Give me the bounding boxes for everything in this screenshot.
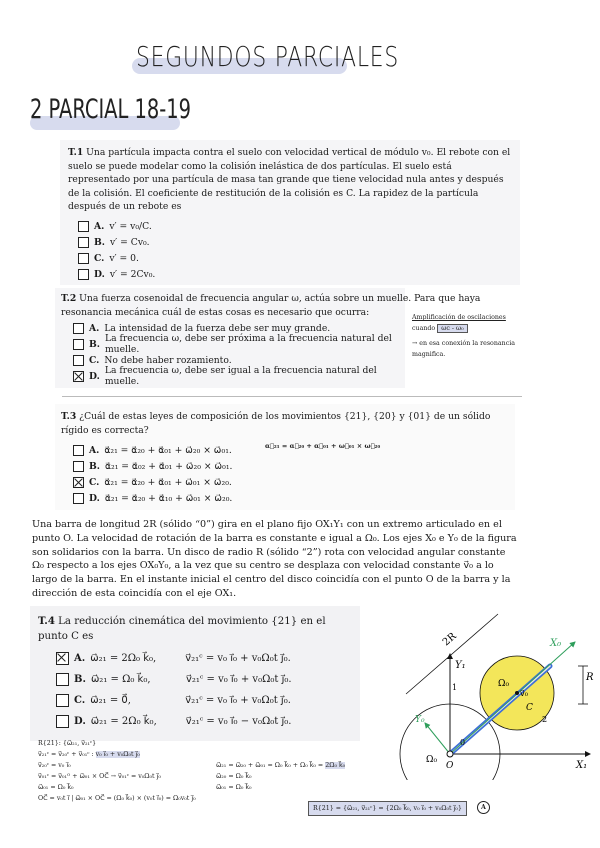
handwritten-omega: ω⃗₂₁ = ω⃗₂₀ + ω⃗₀₁ = Ω₀ k⃗₀ + Ω₀ k⃗₀ = 2Ω₀ k⃗₀ ω⃗₂₀ = Ω₀ k⃗₀ ω⃗₀₁ = Ω₀ k⃗₀: [216, 762, 346, 791]
checkbox-checked[interactable]: [56, 652, 69, 665]
t1-option-a[interactable]: A. v′ = v₀/C.: [78, 218, 155, 234]
svg-text:Y₀: Y₀: [415, 715, 425, 725]
t3-option-a[interactable]: A. α⃗₂₁ = α⃗₂₀ + α⃗₀₁ + ω⃗₂₀ × ω⃗₀₁.: [73, 442, 232, 458]
svg-text:1: 1: [452, 683, 458, 692]
t2-question: T.2 Una fuerza cosenoidal de frecuencia angular ω, actúa sobre un muelle. Para que haya resonancia mecánica cuál de estas cosas es necesario que ocurra:: [61, 293, 481, 318]
t3-option-b[interactable]: B. α⃗₂₁ = α⃗₀₂ + α⃗₀₁ + ω⃗₂₀ × ω⃗₀₁.: [73, 458, 232, 474]
checkbox[interactable]: [78, 237, 89, 248]
svg-text:X₁: X₁: [576, 760, 588, 771]
t1-options: [78, 218, 155, 282]
t2-note: Amplificación de oscilaciones cuando ωc - ω₀ → en esa conexión la resonancia magnifica.: [412, 314, 515, 358]
handwritten-work: R{21}: {ω⃗₂₁, v⃗₂₁ᶜ} v⃗₂₁ᶜ = v⃗₂₀ᶜ + v⃗₀₁ᶜ : v₀ ı⃗₀ + v₀Ω₀t ȷ⃗₀ v⃗₂₀ᶜ = v₀ ı⃗₀ v⃗₀₁ᶜ = v⃗₀₁ᴼ + ω⃗₀₁ × OC⃗ → v⃗₀₁ᶜ = v₀Ω₀t ȷ⃗₀ ω⃗₀₁ = Ω₀ k⃗₀ OC⃗ = v₀t ı⃗ | ω⃗₀₁ × OC⃗ = (Ω₀ k⃗₀) × (v₀t ı⃗₀) = Ω₀v₀t ȷ⃗₀: [38, 740, 196, 802]
svg-text:Ω₀: Ω₀: [426, 755, 438, 765]
t3-text: ¿Cuál de estas leyes de composición de los movimientos {21}, {20} y {01} de un sólido rígido es correcta?: [61, 411, 491, 436]
t1-question: [68, 146, 512, 214]
checkbox[interactable]: [73, 355, 84, 366]
t1-option-b[interactable]: B. v′ = Cv₀.: [78, 234, 155, 250]
t4-option-c[interactable]: C. ω⃗₂₁ = 0⃗, v⃗₂₁ᶜ = v₀ ı⃗₀ + v₀Ω₀t ȷ⃗₀.: [56, 690, 292, 711]
problem-text: Una barra de longitud 2R (sólido “0”) gira en el plano fijo OX₁Y₁ con un extremo articulado en el punto O. La velocidad de rotación de la barra es constante e igual a Ω₀. Los ejes X₀ e Y₀ de la figura son solidarios con la barra. Un disco de radio R (sólido “2”) rota con velocidad angular constante Ω₀ respecto a los ejes OX₀Y₀, a la vez que su centro se desplaza con velocidad constante v⃗₀ a lo largo de la barra. En el instante inicial el centro del disco coincidía con el punto O de la barra y la dirección de esta coincidía con el eje OX₁.: [32, 519, 517, 599]
svg-text:C: C: [526, 703, 533, 713]
t3-panel: [55, 404, 515, 510]
checkbox[interactable]: [73, 445, 84, 456]
t3-option-c[interactable]: C. α⃗₂₁ = α⃗₂₀ + α⃗₀₁ + ω⃗₀₁ × ω⃗₂₀.: [73, 474, 232, 490]
center-c: [515, 691, 519, 695]
svg-text:X₀: X₀: [550, 638, 562, 649]
checkbox-checked[interactable]: [73, 371, 84, 382]
final-answer: R{21} = {ω⃗₂₁, v⃗₂₁ᶜ} = {2Ω₀ k⃗₀, v₀ ı⃗₀ + v₀Ω₀t ȷ⃗₀}: [308, 801, 467, 816]
svg-text:v⃗₀: v⃗₀: [520, 689, 528, 698]
checkbox-checked[interactable]: [73, 477, 84, 488]
checkbox[interactable]: [78, 269, 89, 280]
t2-option-c[interactable]: C. No debe haber rozamiento.: [73, 352, 405, 368]
t4-option-b[interactable]: B. ω⃗₂₁ = Ω₀ k⃗₀, v⃗₂₁ᶜ = v₀ ı⃗₀ + v₀Ω₀t ȷ⃗₀.: [56, 669, 292, 690]
t2-option-b[interactable]: B. La frecuencia ω, debe ser próxima a la frecuencia natural del muelle.: [73, 336, 405, 352]
y0-axis: [425, 723, 450, 754]
t4-option-d[interactable]: D. ω⃗₂₁ = 2Ω₀ k⃗₀, v⃗₂₁ᶜ = v₀ ı⃗₀ − v₀Ω₀t ȷ⃗₀.: [56, 711, 292, 732]
checkbox[interactable]: [73, 461, 84, 472]
t1-text: Una partícula impacta contra el suelo con velocidad vertical de módulo v₀. El rebote con el suelo se puede modelar como la colisión inelástica de dos partículas. El suelo está representado por una partícula de masa tan grande que tiene velocidad nula antes y después de la colisión. El coeficiente de restitución de la colisión es C. La rapidez de la partícula después de un rebote es: [68, 147, 511, 212]
page-subtitle: 2 PARCIAL 18-19: [30, 94, 191, 125]
t2-option-d[interactable]: D. La frecuencia ω, debe ser igual a la frecuencia natural del muelle.: [73, 368, 405, 384]
checkbox[interactable]: [78, 221, 89, 232]
t1-label: T.1: [68, 147, 84, 158]
checkbox[interactable]: [73, 339, 84, 350]
t2-option-a[interactable]: A. La intensidad de la fuerza debe ser muy grande.: [73, 320, 405, 336]
t1-option-c[interactable]: C. v′ = 0.: [78, 250, 155, 266]
svg-text:2: 2: [542, 715, 548, 724]
divider: [62, 396, 522, 397]
checkbox[interactable]: [73, 323, 84, 334]
t4-question: T.4 La reducción cinemática del movimiento {21} en el punto C es: [38, 615, 326, 642]
t3-options: [73, 442, 232, 506]
checkbox[interactable]: [56, 694, 69, 707]
checkbox[interactable]: [78, 253, 89, 264]
t2-options: [73, 320, 405, 387]
t4-panel: [30, 606, 360, 741]
checkbox[interactable]: [73, 493, 84, 504]
page-title: SEGUNDOS PARCIALES: [136, 40, 400, 73]
svg-text:2R: 2R: [440, 630, 459, 649]
svg-text:Ω₀: Ω₀: [498, 679, 510, 689]
t1-panel: [60, 140, 520, 285]
t2-text: Una fuerza cosenoidal de frecuencia angular ω, actúa sobre un muelle. Para que haya resonancia mecánica cuál de estas cosas es necesario que ocurra:: [61, 293, 481, 318]
svg-text:0: 0: [460, 738, 466, 747]
t1-option-d[interactable]: D. v′ = 2Cv₀.: [78, 266, 155, 282]
svg-text:Y₁: Y₁: [455, 660, 466, 671]
t3-option-d[interactable]: D. α⃗₂₁ = α⃗₂₀ + α⃗₁₀ + ω⃗₀₁ × ω⃗₂₀.: [73, 490, 232, 506]
checkbox[interactable]: [56, 715, 69, 728]
svg-text:O: O: [446, 761, 454, 771]
t4-text: La reducción cinemática del movimiento {21} en el punto C es: [38, 616, 326, 642]
mechanism-figure: [390, 610, 600, 780]
t3-note: α⃗₂₁ = α⃗₂₀ + α⃗₀₁ + ω⃗₀₁ × ω⃗₂₀: [265, 442, 381, 450]
t4-options: [56, 648, 292, 732]
svg-text:R: R: [586, 672, 594, 683]
t4-option-a[interactable]: A. ω⃗₂₁ = 2Ω₀ k⃗₀, v⃗₂₁ᶜ = v₀ ı⃗₀ + v₀Ω₀t ȷ⃗₀.: [56, 648, 292, 669]
answer-circle: A: [477, 801, 490, 814]
checkbox[interactable]: [56, 673, 69, 686]
t3-question: T.3 ¿Cuál de estas leyes de composición de los movimientos {21}, {20} y {01} de un sólido rígido es correcta?: [61, 411, 491, 436]
pivot-o: [447, 751, 453, 757]
